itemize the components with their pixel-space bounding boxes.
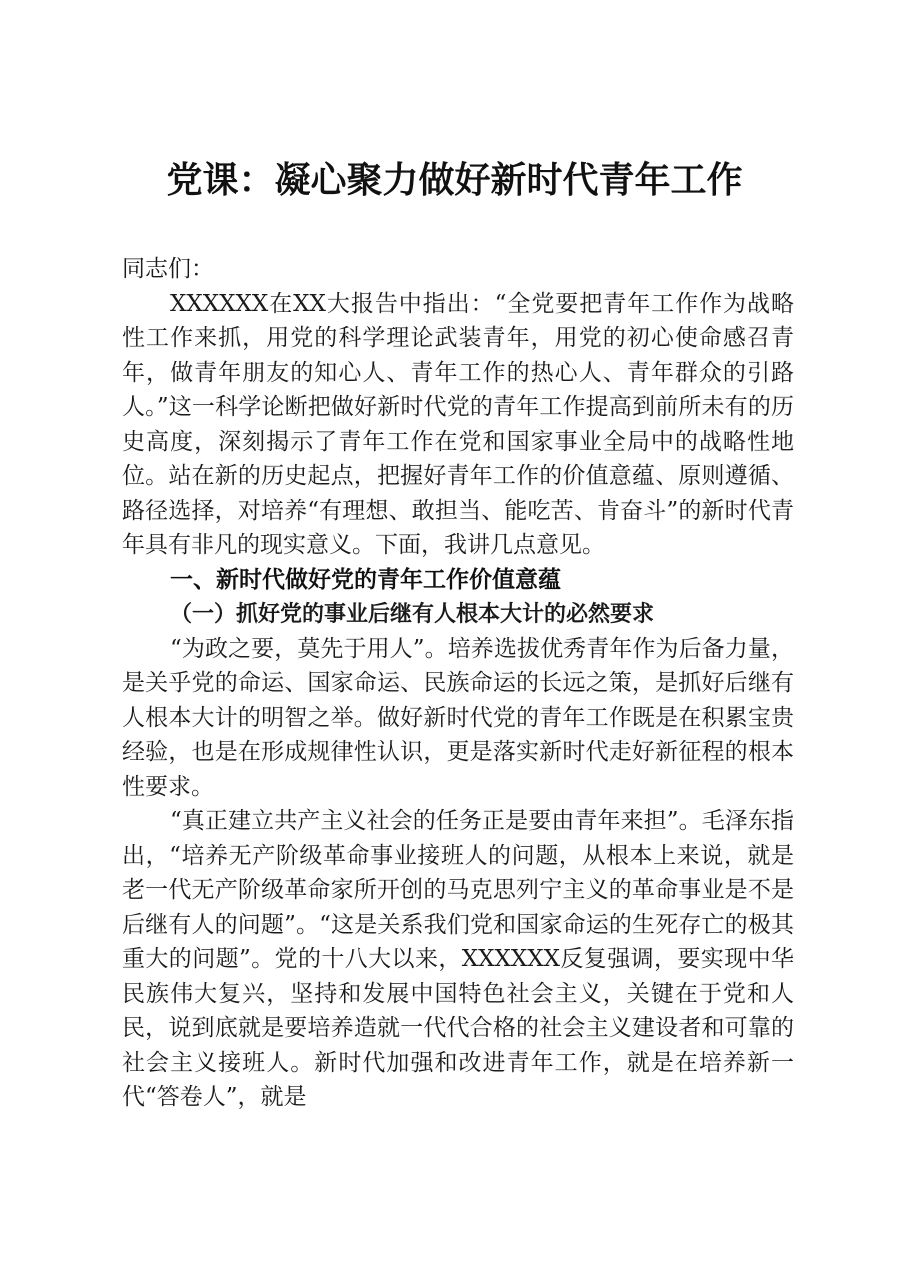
salutation: 同志们： <box>122 256 214 282</box>
section-heading-1: 一、新时代做好党的青年工作价值意蕴 <box>170 566 561 593</box>
paragraph-intro: XXXXXX在XX大报告中指出：“全党要把青年工作作为战略性工作来抓，用党的科学理论武装青年，用党的初心使命感召青年，做青年朋友的知心人、青年工作的热心人、青年群众的引路人。”这一科学论断把做好新时代党的青年工作提高到前所未有的历史高度，深刻揭示了青年工作在党和国家事业全局中的战略性地位。站在新的历史起点，把握好青年工作的价值意蕴、原则遵循、路径选择，对培养“有理想、敢担当、能吃苦、肯奋斗”的新时代青年具有非凡的现实意义。下面，我讲几点意见。 <box>122 290 794 558</box>
subsection-heading-1-1: （一）抓好党的事业后继有人根本大计的必然要求 <box>170 601 655 627</box>
document-title: 党课：凝心聚力做好新时代青年工作 <box>166 159 743 201</box>
paragraph-3: “真正建立共产主义社会的任务正是要由青年来担”。毛泽东指出，“培养无产阶级革命事业接班人的问题，从根本上来说，就是老一代无产阶级革命家所开创的马克思列宁主义的革命事业是不是后继有人的问题”。“这是关系我们党和国家命运的生死存亡的极其重大的问题”。党的十八大以来，XXXXXX反复强调，要实现中华民族伟大复兴，坚持和发展中国特色社会主义，关键在于党和人民，说到底就是要培养造就一代代合格的社会主义建设者和可靠的社会主义接班人。新时代加强和改进青年工作，就是在培养新一代“答卷人”，就是 <box>122 808 794 1110</box>
document-body <box>122 252 794 1115</box>
paragraph-2: “为政之要，莫先于用人”。培养选拔优秀青年作为后备力量，是关乎党的命运、国家命运、民族命运的长远之策，是抓好后继有人根本大计的明智之举。做好新时代党的青年工作既是在积累宝贵经验，也是在形成规律性认识，更是落实新时代走好新征程的根本性要求。 <box>122 635 794 800</box>
